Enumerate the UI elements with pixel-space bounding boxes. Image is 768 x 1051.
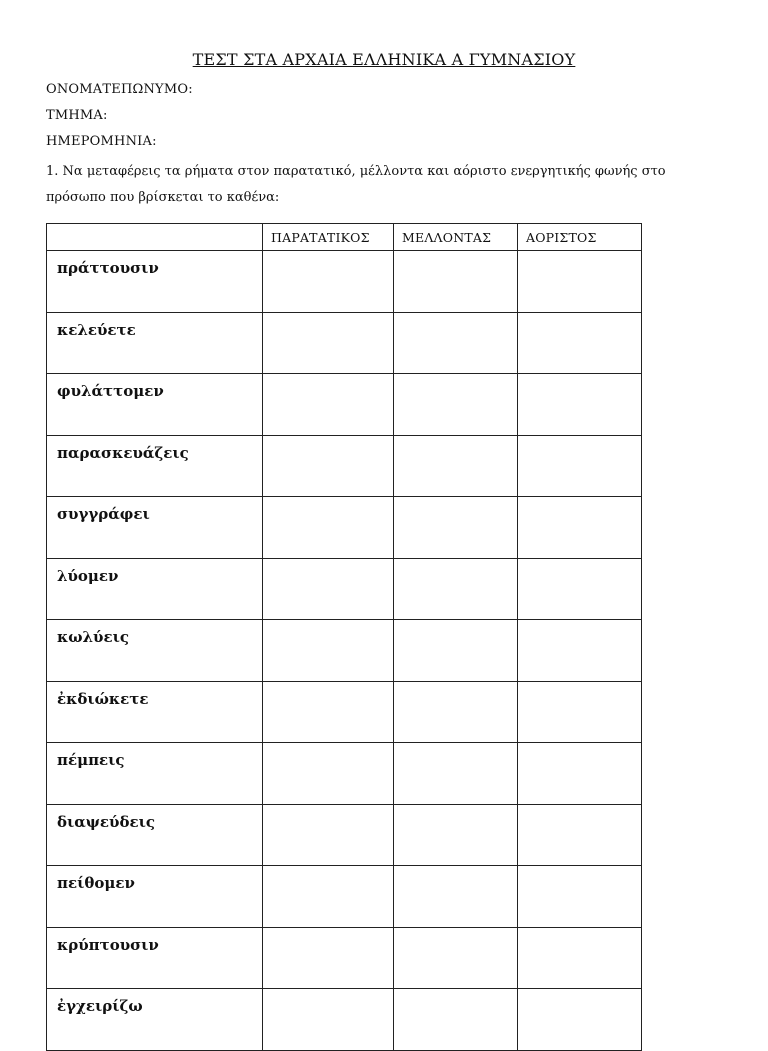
- table-row: [47, 558, 642, 620]
- future-answer-cell[interactable]: [394, 866, 518, 928]
- table-row: [47, 497, 642, 559]
- table-row: [47, 620, 642, 682]
- imperfect-answer-cell[interactable]: [263, 374, 394, 436]
- imperfect-answer-cell[interactable]: [263, 558, 394, 620]
- aorist-answer-cell[interactable]: [518, 497, 642, 559]
- future-answer-cell[interactable]: [394, 558, 518, 620]
- aorist-answer-cell[interactable]: [518, 374, 642, 436]
- table-row: [47, 989, 642, 1051]
- imperfect-answer-cell[interactable]: [263, 804, 394, 866]
- table-header-row: [47, 224, 642, 251]
- imperfect-answer-cell[interactable]: [263, 989, 394, 1051]
- aorist-answer-cell[interactable]: [518, 312, 642, 374]
- date-field-label: ΗΜΕΡΟΜΗΝΙΑ:: [46, 134, 157, 149]
- verb-cell: ἐκδιώκετε: [47, 681, 263, 743]
- future-answer-cell[interactable]: [394, 374, 518, 436]
- verb-cell: διαψεύδεις: [47, 804, 263, 866]
- imperfect-answer-cell[interactable]: [263, 435, 394, 497]
- class-field-label: ΤΜΗΜΑ:: [46, 108, 108, 123]
- verb-table: [46, 223, 642, 1051]
- table-row: [47, 743, 642, 805]
- imperfect-answer-cell[interactable]: [263, 620, 394, 682]
- verb-cell: κωλύεις: [47, 620, 263, 682]
- table-row: [47, 927, 642, 989]
- verb-cell: πείθομεν: [47, 866, 263, 928]
- aorist-answer-cell[interactable]: [518, 804, 642, 866]
- verb-cell: παρασκευάζεις: [47, 435, 263, 497]
- header-imperfect: ΠΑΡΑΤΑΤΙΚΟΣ: [263, 224, 394, 251]
- exercise-instruction: 1. Να μεταφέρεις τα ρήματα στον παρατατικό, μέλλοντα και αόριστο ενεργητικής φωνής στο πρόσωπο που βρίσκεται το καθένα:: [46, 164, 666, 205]
- aorist-answer-cell[interactable]: [518, 681, 642, 743]
- future-answer-cell[interactable]: [394, 681, 518, 743]
- page-title: ΤΕΣΤ ΣΤΑ ΑΡΧΑΙΑ ΕΛΛΗΝΙΚΑ Α ΓΥΜΝΑΣΙΟΥ: [192, 50, 576, 69]
- imperfect-answer-cell[interactable]: [263, 251, 394, 313]
- table-row: [47, 312, 642, 374]
- imperfect-answer-cell[interactable]: [263, 743, 394, 805]
- table-row: [47, 374, 642, 436]
- future-answer-cell[interactable]: [394, 435, 518, 497]
- aorist-answer-cell[interactable]: [518, 927, 642, 989]
- aorist-answer-cell[interactable]: [518, 743, 642, 805]
- future-answer-cell[interactable]: [394, 251, 518, 313]
- table-row: [47, 866, 642, 928]
- name-field-label: ΟΝΟΜΑΤΕΠΩΝΥΜΟ:: [46, 82, 193, 97]
- verb-cell: πέμπεις: [47, 743, 263, 805]
- verb-cell: κρύπτουσιν: [47, 927, 263, 989]
- imperfect-answer-cell[interactable]: [263, 681, 394, 743]
- imperfect-answer-cell[interactable]: [263, 866, 394, 928]
- verb-cell: ἐγχειρίζω: [47, 989, 263, 1051]
- future-answer-cell[interactable]: [394, 989, 518, 1051]
- aorist-answer-cell[interactable]: [518, 558, 642, 620]
- future-answer-cell[interactable]: [394, 927, 518, 989]
- header-aorist: ΑΟΡΙΣΤΟΣ: [518, 224, 642, 251]
- verb-cell: κελεύετε: [47, 312, 263, 374]
- aorist-answer-cell[interactable]: [518, 866, 642, 928]
- verb-cell: λύομεν: [47, 558, 263, 620]
- imperfect-answer-cell[interactable]: [263, 312, 394, 374]
- table-row: [47, 804, 642, 866]
- aorist-answer-cell[interactable]: [518, 251, 642, 313]
- future-answer-cell[interactable]: [394, 620, 518, 682]
- future-answer-cell[interactable]: [394, 743, 518, 805]
- imperfect-answer-cell[interactable]: [263, 927, 394, 989]
- table-row: [47, 681, 642, 743]
- verb-cell: πράττουσιν: [47, 251, 263, 313]
- future-answer-cell[interactable]: [394, 497, 518, 559]
- table-row: [47, 251, 642, 313]
- aorist-answer-cell[interactable]: [518, 620, 642, 682]
- header-verb: [47, 224, 263, 251]
- imperfect-answer-cell[interactable]: [263, 497, 394, 559]
- header-future: ΜΕΛΛΟΝΤΑΣ: [394, 224, 518, 251]
- aorist-answer-cell[interactable]: [518, 989, 642, 1051]
- verb-cell: συγγράφει: [47, 497, 263, 559]
- verb-cell: φυλάττομεν: [47, 374, 263, 436]
- future-answer-cell[interactable]: [394, 312, 518, 374]
- future-answer-cell[interactable]: [394, 804, 518, 866]
- aorist-answer-cell[interactable]: [518, 435, 642, 497]
- table-row: [47, 435, 642, 497]
